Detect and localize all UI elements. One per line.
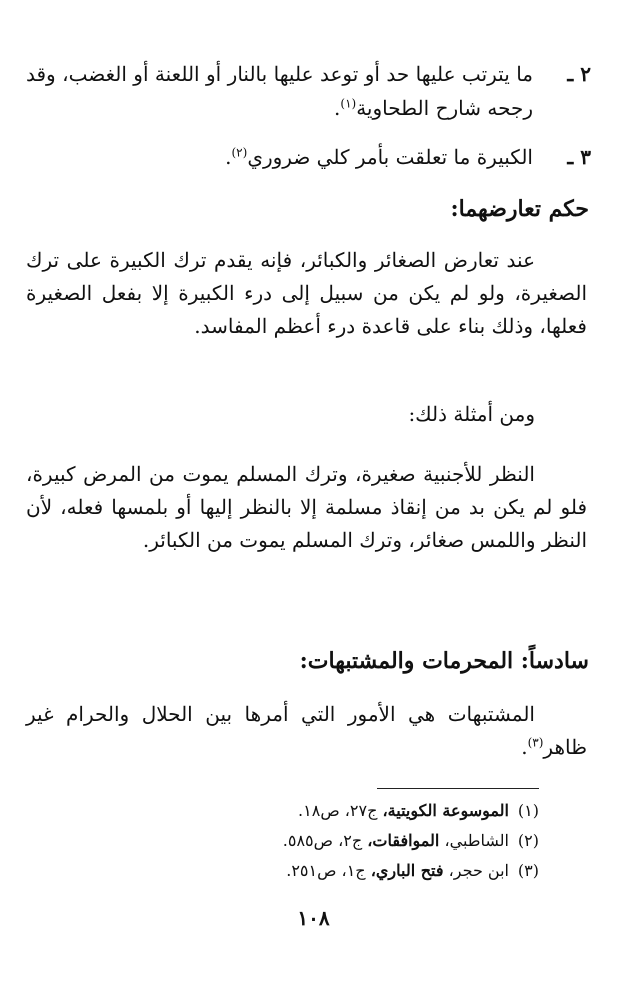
list-item-2 [26,57,591,125]
examples-intro: ومن أمثلة ذلك: [408,402,535,426]
heading-section-six: سادساً: المحرمات والمشتبهات: [299,648,589,674]
footnote-3: (٣)ابن حجر، فتح الباري، ج١، ص٢٥١. [286,861,539,880]
heading-conflict-ruling: حكم تعارضهما: [450,196,589,222]
footnote-ref-2: (٢) [231,145,248,160]
list-item-number: ٣ ـ [567,145,591,169]
paragraph-doubtful-matters: المشتبهات هي الأمور التي أمرها بين الحلال والحرام غير ظاهر$^{(٣)}$. [26,702,587,759]
page-number: ١٠٨ [297,906,330,930]
list-item-3 [26,140,591,174]
list-item-number: ٢ ـ [567,62,591,86]
footnote-2: (٢)الشاطبي، الموافقات، ج٢، ص٥٨٥. [282,831,539,850]
footnote-1: (١)الموسوعة الكويتية، ج٢٧، ص١٨. [298,801,539,820]
footnote-separator [377,788,539,789]
paragraph-example: النظر للأجنبية صغيرة، وترك المسلم يموت من المرض كبيرة، فلو لم يكن بد من إنقاذ مسلمة إلا بالنظر إليها أو بلمسها فعله، لأن النظر واللمس صغائر، وترك المسلم يموت من الكبائر. [26,462,587,552]
footnote-ref-3: (٣) [527,735,544,750]
list-item-text: الكبيرة ما تعلقت بأمر كلي ضروري$^{(٢)}$. [225,145,533,169]
list-item-text: ما يترتب عليها حد أو توعد عليها بالنار أو اللعنة أو الغضب، وقد رجحه شارح الطحاوية$^{(١)}$. [26,62,533,120]
footnote-ref-1: (١) [340,96,357,111]
paragraph-conflict: عند تعارض الصغائر والكبائر، فإنه يقدم ترك الكبيرة على ترك الصغيرة، ولو لم يكن من سبيل إلى درء الكبيرة إلا بفعل الصغيرة فعلها، وذلك بناء على قاعدة درء أعظم المفاسد. [26,248,587,338]
